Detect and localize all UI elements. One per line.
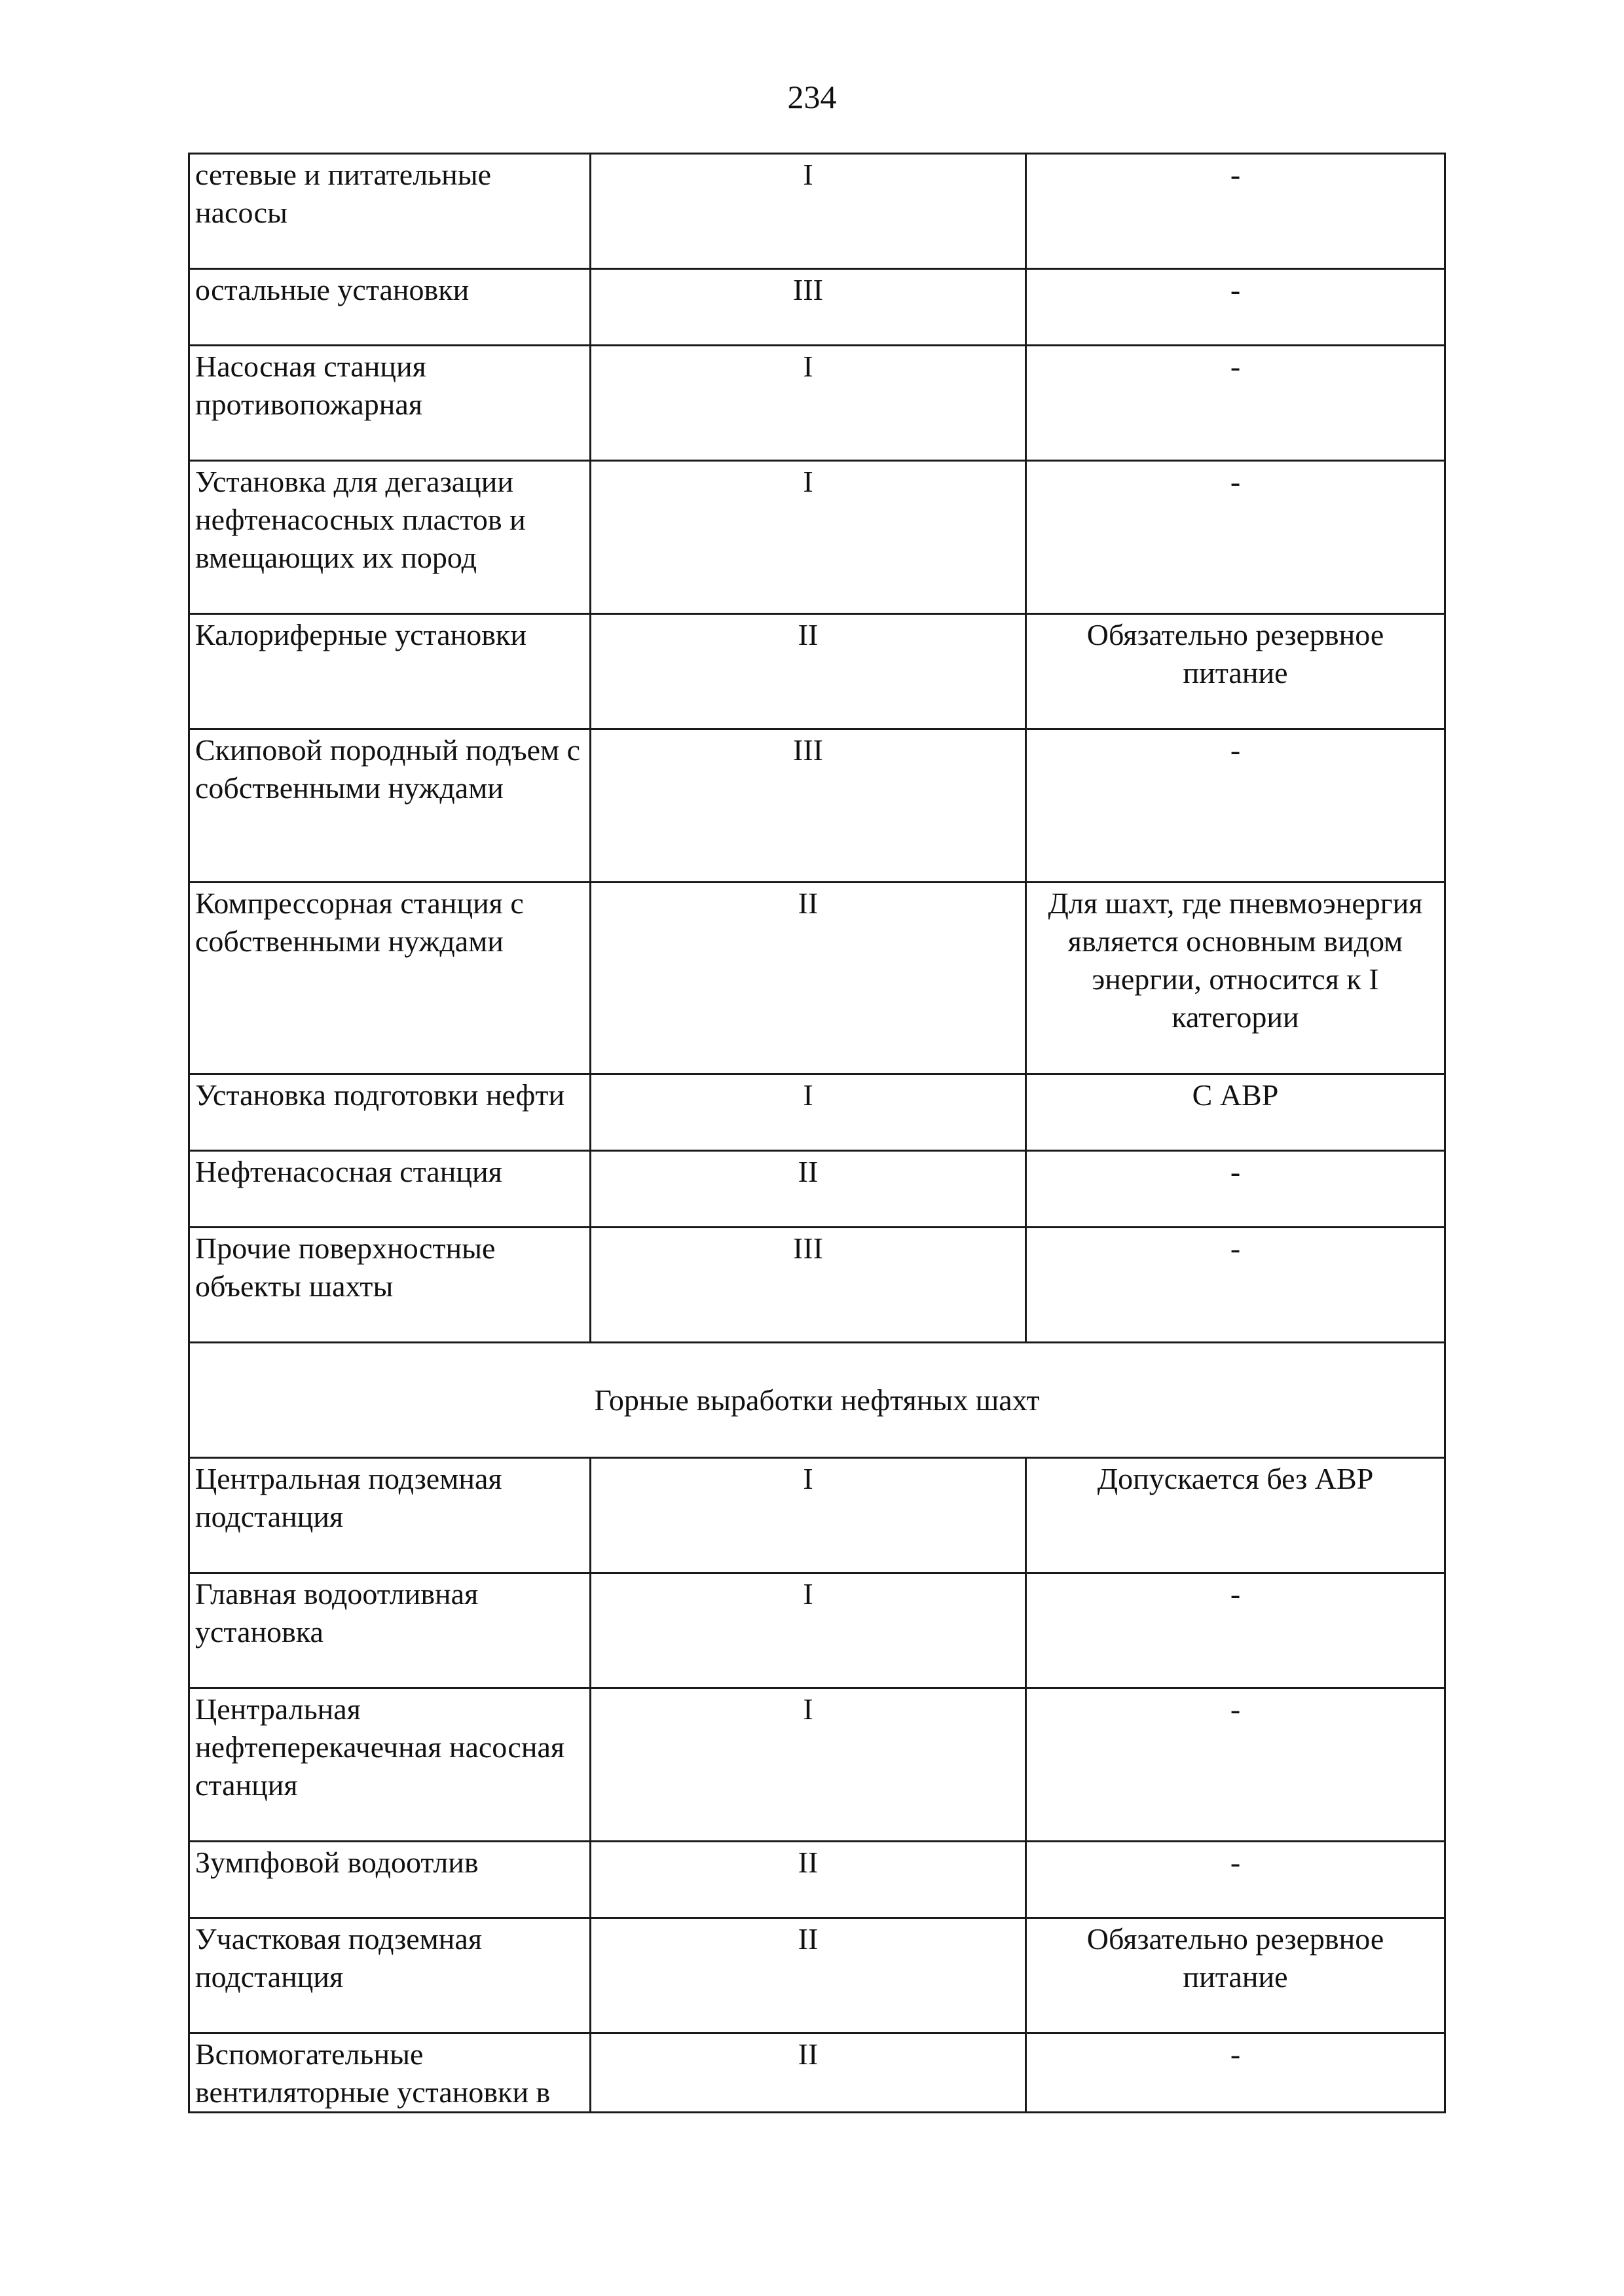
note-cell: - <box>1026 1228 1445 1343</box>
object-name-cell: Насосная станция противопожарная <box>189 346 591 461</box>
note-cell: - <box>1026 154 1445 269</box>
table-row <box>189 461 1445 614</box>
electrical-category-table <box>188 153 1446 2113</box>
note-cell: - <box>1026 2033 1445 2113</box>
object-name-cell: Вспомогательные вентиляторные установки в <box>189 2033 591 2113</box>
table-row <box>189 1573 1445 1688</box>
note-cell: Обязательно резервное питание <box>1026 1918 1445 2033</box>
object-name-cell: остальные установки <box>189 269 591 346</box>
object-name-cell: Нефтенасосная станция <box>189 1151 591 1228</box>
table-row <box>189 1688 1445 1842</box>
object-name-cell: Центральная нефтеперекачечная насосная станция <box>189 1688 591 1842</box>
category-cell: I <box>591 1458 1026 1573</box>
category-cell: II <box>591 1918 1026 2033</box>
section-title: Горные выработки нефтяных шахт <box>189 1343 1445 1458</box>
object-name-cell: Центральная подземная подстанция <box>189 1458 591 1573</box>
object-name-cell: Скиповой породный подъем с собственными нуждами <box>189 729 591 883</box>
table-row <box>189 1151 1445 1228</box>
category-cell: I <box>591 154 1026 269</box>
note-cell: Обязательно резервное питание <box>1026 614 1445 729</box>
category-cell: II <box>591 883 1026 1074</box>
object-name-cell: Калориферные установки <box>189 614 591 729</box>
table-row <box>189 883 1445 1074</box>
note-cell: - <box>1026 346 1445 461</box>
note-cell: - <box>1026 729 1445 883</box>
table-row <box>189 614 1445 729</box>
note-cell: - <box>1026 1573 1445 1688</box>
table-row <box>189 154 1445 269</box>
object-name-cell: Установка для дегазации нефтенасосных пластов и вмещающих их пород <box>189 461 591 614</box>
category-cell: I <box>591 1573 1026 1688</box>
object-name-cell: Зумпфовой водоотлив <box>189 1842 591 1918</box>
category-cell: III <box>591 1228 1026 1343</box>
table-row <box>189 1228 1445 1343</box>
category-cell: II <box>591 1842 1026 1918</box>
note-cell: - <box>1026 1688 1445 1842</box>
category-cell: III <box>591 729 1026 883</box>
table-row <box>189 1074 1445 1151</box>
object-name-cell: Главная водоотливная установка <box>189 1573 591 1688</box>
note-cell: Для шахт, где пневмоэнергия является основным видом энергии, относится к I категории <box>1026 883 1445 1074</box>
table-row <box>189 1842 1445 1918</box>
table-row <box>189 729 1445 883</box>
table-row <box>189 1458 1445 1573</box>
category-cell: III <box>591 269 1026 346</box>
object-name-cell: Установка подготовки нефти <box>189 1074 591 1151</box>
object-name-cell: Прочие поверхностные объекты шахты <box>189 1228 591 1343</box>
object-name-cell: сетевые и питательные насосы <box>189 154 591 269</box>
table-row <box>189 269 1445 346</box>
object-name-cell: Участковая подземная подстанция <box>189 1918 591 2033</box>
table-row <box>189 2033 1445 2113</box>
category-cell: I <box>591 346 1026 461</box>
category-cell: II <box>591 614 1026 729</box>
category-cell: I <box>591 1688 1026 1842</box>
note-cell: - <box>1026 1842 1445 1918</box>
note-cell: Допускается без АВР <box>1026 1458 1445 1573</box>
category-cell: II <box>591 2033 1026 2113</box>
page-number: 234 <box>787 79 837 115</box>
category-cell: I <box>591 1074 1026 1151</box>
section-header-row <box>189 1343 1445 1458</box>
note-cell: - <box>1026 1151 1445 1228</box>
note-cell: - <box>1026 461 1445 614</box>
note-cell: С АВР <box>1026 1074 1445 1151</box>
object-name-cell: Компрессорная станция с собственными нуждами <box>189 883 591 1074</box>
category-cell: I <box>591 461 1026 614</box>
note-cell: - <box>1026 269 1445 346</box>
table-row <box>189 1918 1445 2033</box>
table-row <box>189 346 1445 461</box>
category-cell: II <box>591 1151 1026 1228</box>
